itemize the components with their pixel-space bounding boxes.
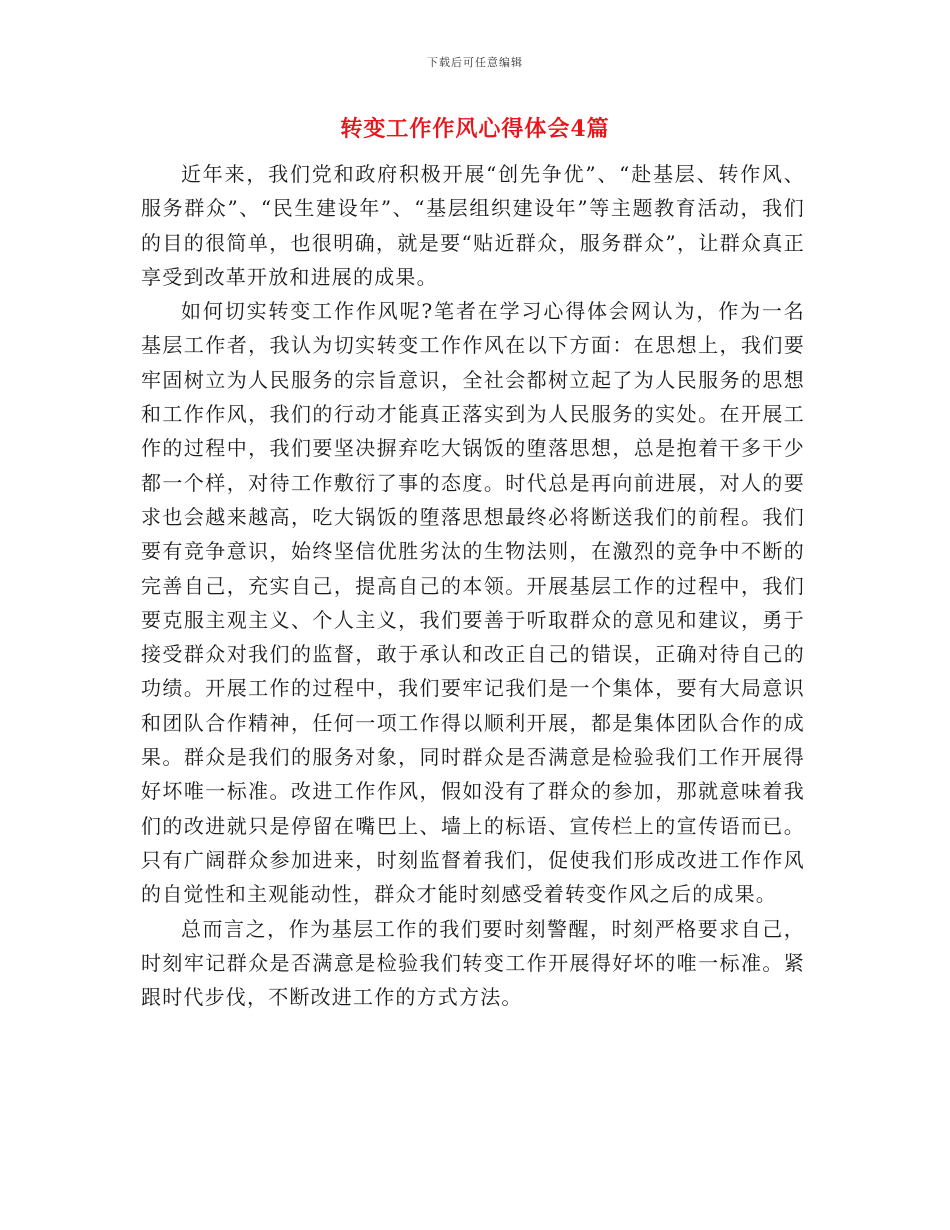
paragraph-3: 总而言之，作为基层工作的我们要时刻警醒，时刻严格要求自己，时刻牢记群众是否满意是检验我们转变工作开展得好坏的唯一标准。紧跟时代步伐，不断改进工作的方式方法。 [141,916,805,1010]
document-title: 转变工作作风心得体会4篇 [340,116,610,142]
document-body [141,157,805,1014]
paragraph-2: 如何切实转变工作作风呢?笔者在学习心得体会网认为，作为一名基层工作者，我认为切实转变工作作风在以下方面：在思想上，我们要牢固树立为人民服务的宗旨意识，全社会都树立起了为人民服务的思想和工作作风，我们的行动才能真正落实到为人民服务的实处。在开展工作的过程中，我们要坚决摒弃吃大锅饭的堕落思想，总是抱着干多干少都一个样，对待工作敷衍了事的态度。时代总是再向前进展，对人的要求也会越来越高，吃大锅饭的堕落思想最终必将断送我们的前程。我们要有竞争意识，始终坚信优胜劣汰的生物法则，在激烈的竞争中不断的完善自己，充实自己，提高自己的本领。开展基层工作的过程中，我们要克服主观主义、个人主义，我们要善于听取群众的意见和建议，勇于接受群众对我们的监督，敢于承认和改正自己的错误，正确对待自己的功绩。开展工作的过程中，我们要牢记我们是一个集体，要有大局意识和团队合作精神，任何一项工作得以顺利开展，都是集体团队合作的成果。群众是我们的服务对象，同时群众是否满意是检验我们工作开展得好坏唯一标准。改进工作作风，假如没有了群众的参加，那就意味着我们的改进就只是停留在嘴巴上、墙上的标语、宣传栏上的宣传语而已。只有广阔群众参加进来，时刻监督着我们，促使我们形成改进工作作风的自觉性和主观能动性，群众才能时刻感受着转变作风之后的成果。 [141,299,805,907]
paragraph-1: 近年来，我们党和政府积极开展“创先争优”、“赴基层、转作风、服务群众”、“民生建设年”、“基层组织建设年”等主题教育活动，我们的目的很简单，也很明确，就是要“贴近群众，服务群众”，让群众真正享受到改革开放和进展的成果。 [141,162,805,289]
page-header-note: 下载后可任意编辑 [427,56,523,69]
